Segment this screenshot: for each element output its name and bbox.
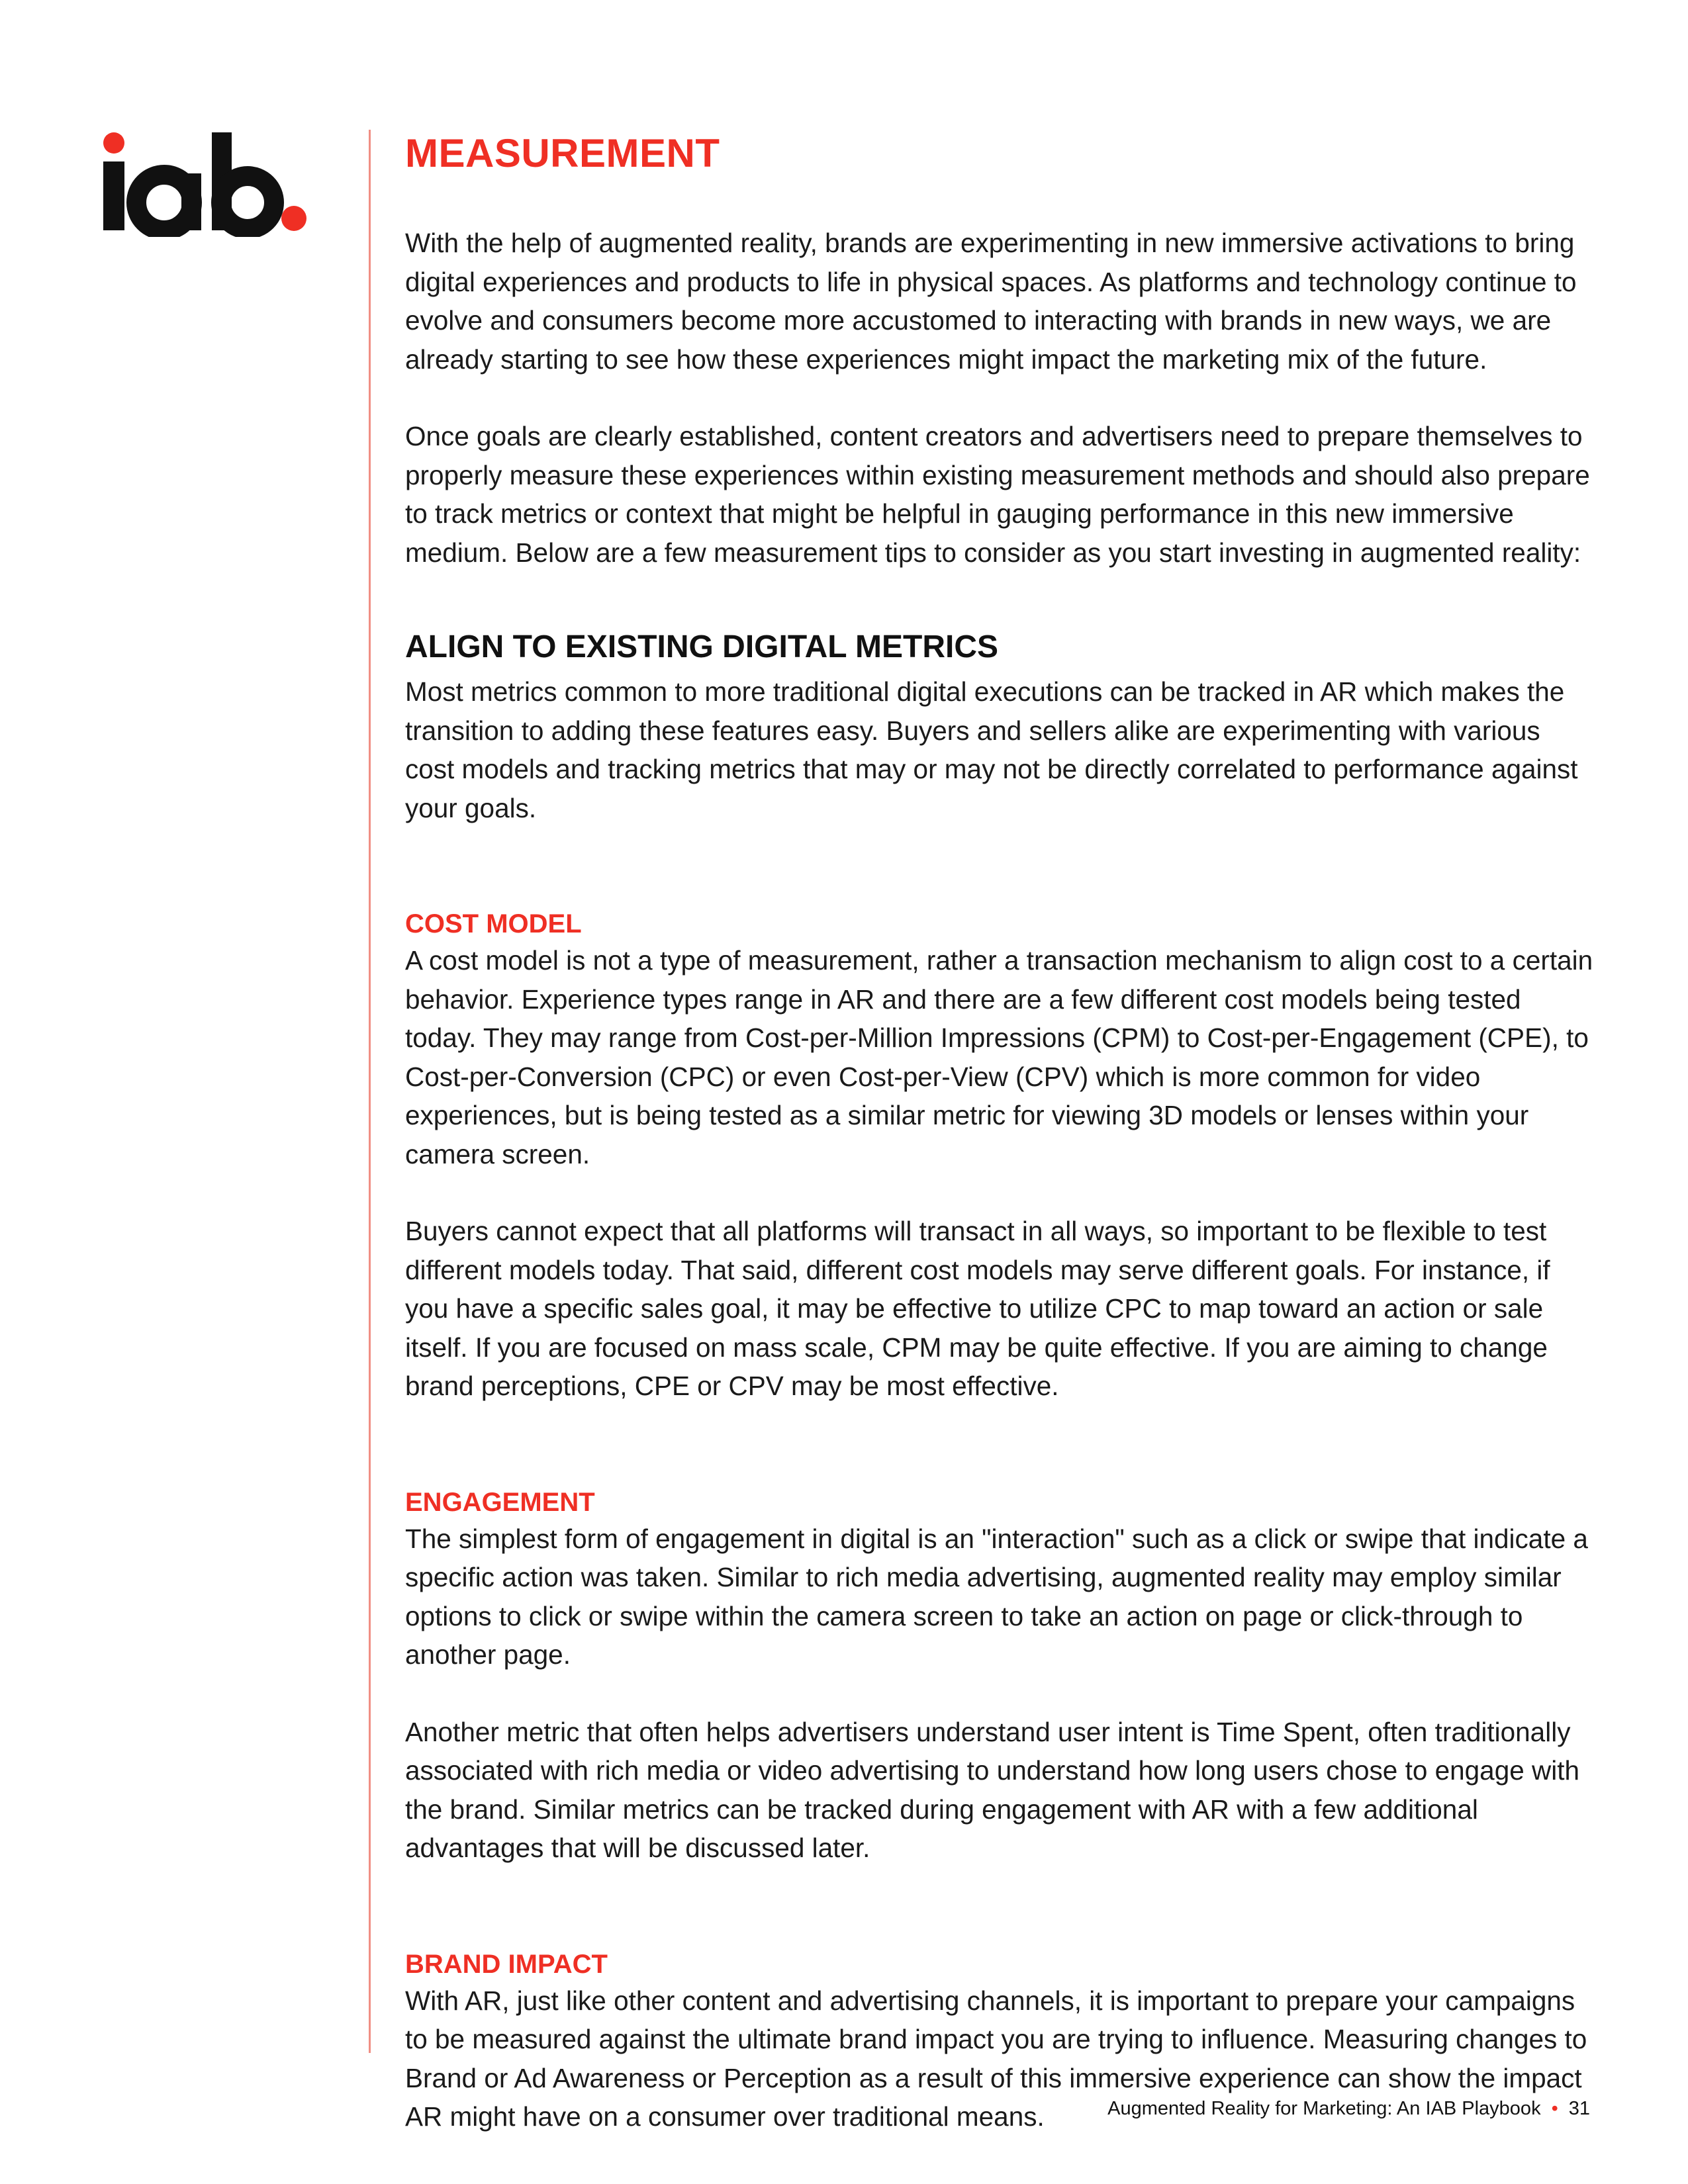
engagement-paragraph-2: Another metric that often helps advertisers understand user intent is Time Spent, often traditionally associated with rich media or video advertising to understand how long users chose to engage with the brand. Similar metrics can be tracked during engagement with AR with a few additional advantages that will be discussed later. <box>405 1716 1580 1863</box>
footer-page-number: 31 <box>1568 2098 1590 2119</box>
vertical-divider <box>369 130 371 2053</box>
page-footer <box>1107 2097 1590 2120</box>
cost-model-paragraph-1: A cost model is not a type of measurement, rather a transaction mechanism to align cost to a certain behavior. Experience types range in AR and there are a few different cost models being tested today. They may range from Cost-per-Million Impressions (CPM) to Cost-per-Engagement (CPE), to Cost-per-Conversion (CPC) or even Cost-per-View (CPV) which is more common for video experiences, but is being tested as a similar metric for viewing 3D models or lenses within your camera screen. <box>405 945 1593 1169</box>
cost-model-paragraph-2: Buyers cannot expect that all platforms will transact in all ways, so important to be flexible to test different models today. That said, different cost models may serve different goals. For instance, if you have a specific sales goal, it may be effective to utilize CPC to map toward an action or sale itself. If you are focused on mass scale, CPM may be quite effective. If you are aiming to change brand perceptions, CPE or CPV may be most effective. <box>405 1216 1550 1401</box>
iab-logo <box>98 131 310 237</box>
brand-impact-paragraph-1: With AR, just like other content and advertising channels, it is important to prepare your campaigns to be measured against the ultimate brand impact you are trying to influence. Measuring changes to Brand or Ad Awareness or Perception as a result of this immersive experience can show the impact AR might have on a consumer over traditional means. <box>405 1985 1587 2132</box>
main-content <box>405 130 1597 2136</box>
subsection-title-brand-impact: BRAND IMPACT <box>405 1949 608 1979</box>
iab-logo-mark <box>98 131 310 237</box>
intro-paragraph-2: Once goals are clearly established, content creators and advertisers need to prepare themselves to properly measure these experiences within existing measurement methods and should also prepare to track metrics or context that might be helpful in gauging performance in this new immersive medium. Below are a few measurement tips to consider as you start investing in augmented reality: <box>405 421 1590 568</box>
section-title: ALIGN TO EXISTING DIGITAL METRICS <box>405 629 999 664</box>
subsection-title-cost-model: COST MODEL <box>405 909 582 938</box>
engagement-paragraph-1: The simplest form of engagement in digital is an "interaction" such as a click or swipe that indicate a specific action was taken. Similar to rich media advertising, augmented reality may employ similar options to click or swipe within the camera screen to take an action on page or click-through to another page. <box>405 1523 1588 1670</box>
logo-i-stem <box>103 161 124 230</box>
logo-a-stem <box>181 173 201 230</box>
logo-b-bowl <box>221 176 274 229</box>
footer-publication-title: Augmented Reality for Marketing: An IAB Playbook <box>1107 2098 1541 2119</box>
logo-period-dot <box>281 206 306 231</box>
footer-separator-dot: • <box>1551 2098 1558 2119</box>
page-title: MEASUREMENT <box>405 131 720 175</box>
logo-i-dot <box>103 132 124 154</box>
intro-paragraph-1: With the help of augmented reality, brands are experimenting in new immersive activations to bring digital experiences and products to life in physical spaces. As platforms and technology continue to evolve and consumers become more accustomed to interacting with brands in new ways, we are already starting to see how these experiences might impact the marketing mix of the future. <box>405 228 1577 375</box>
subsection-title-engagement: ENGAGEMENT <box>405 1487 595 1517</box>
section-lead-paragraph: Most metrics common to more traditional digital executions can be tracked in AR which makes the transition to adding these features easy. Buyers and sellers alike are experimenting with various cost models and tracking metrics that may or may not be directly correlated to performance against your goals. <box>405 676 1578 823</box>
